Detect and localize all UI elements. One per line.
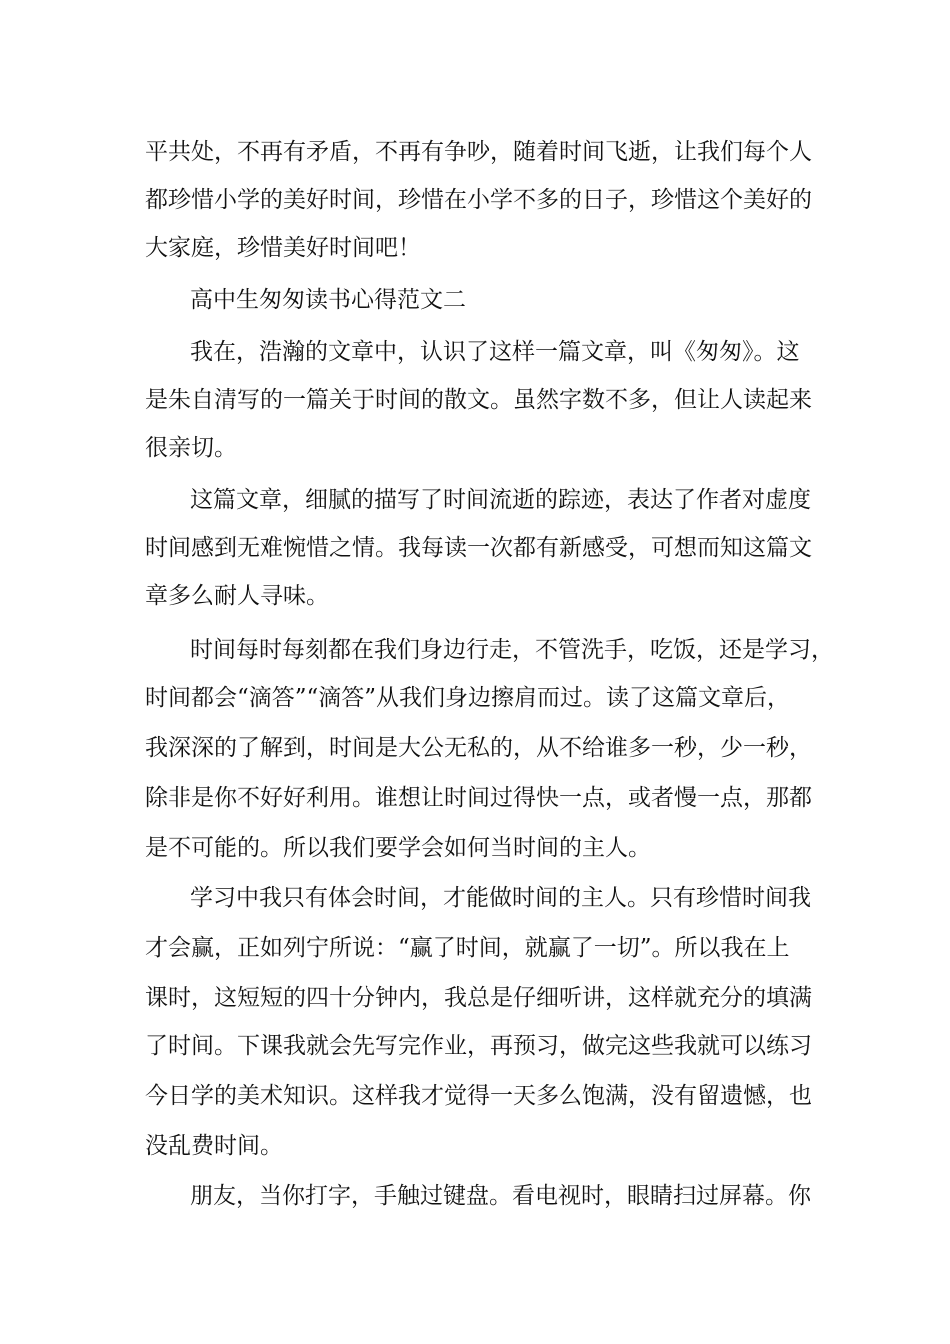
text-line: 章多么耐人寻味。 <box>145 583 329 609</box>
text-line: 我深深的了解到，时间是大公无私的，从不给谁多一秒，少一秒， <box>145 735 812 761</box>
text-line: 才会赢，正如列宁所说：“赢了时间，就赢了一切”。所以我在上 <box>145 935 790 961</box>
text-line: 是不可能的。所以我们要学会如何当时间的主人。 <box>145 835 651 861</box>
text-line: 没乱费时间。 <box>145 1133 283 1159</box>
paragraph-first-line: 学习中我只有体会时间，才能做时间的主人。只有珍惜时间我 <box>190 885 811 911</box>
text-line: 除非是你不好好利用。谁想让时间过得快一点，或者慢一点，那都 <box>145 785 812 811</box>
text-line: 时间感到无难惋惜之情。我每读一次都有新感受，可想而知这篇文 <box>145 535 812 561</box>
section-heading: 高中生匆匆读书心得范文二 <box>190 287 466 313</box>
text-line: 今日学的美术知识。这样我才觉得一天多么饱满，没有留遗憾，也 <box>145 1083 812 1109</box>
text-line: 很亲切。 <box>145 435 237 461</box>
paragraph-first-line: 这篇文章，细腻的描写了时间流逝的踪迹，表达了作者对虚度 <box>190 487 811 513</box>
paragraph-first-line: 时间每时每刻都在我们身边行走，不管洗手，吃饭，还是学习， <box>190 637 834 663</box>
text-line: 都珍惜小学的美好时间，珍惜在小学不多的日子，珍惜这个美好的 <box>145 187 812 213</box>
text-line: 是朱自清写的一篇关于时间的散文。虽然字数不多，但让人读起来 <box>145 387 812 413</box>
text-line: 时间都会“滴答”“滴答”从我们身边擦肩而过。读了这篇文章后， <box>145 685 791 711</box>
text-line: 课时，这短短的四十分钟内，我总是仔细听讲，这样就充分的填满 <box>145 985 812 1011</box>
text-line: 平共处，不再有矛盾，不再有争吵，随着时间飞逝，让我们每个人 <box>145 139 812 165</box>
paragraph-first-line: 朋友，当你打字，手触过键盘。看电视时，眼睛扫过屏幕。你 <box>190 1183 811 1209</box>
text-line: 了时间。下课我就会先写完作业，再预习，做完这些我就可以练习 <box>145 1033 812 1059</box>
text-line: 大家庭，珍惜美好时间吧！ <box>145 235 421 261</box>
paragraph-first-line: 我在，浩瀚的文章中，认识了这样一篇文章，叫《匆匆》。这 <box>190 339 800 365</box>
